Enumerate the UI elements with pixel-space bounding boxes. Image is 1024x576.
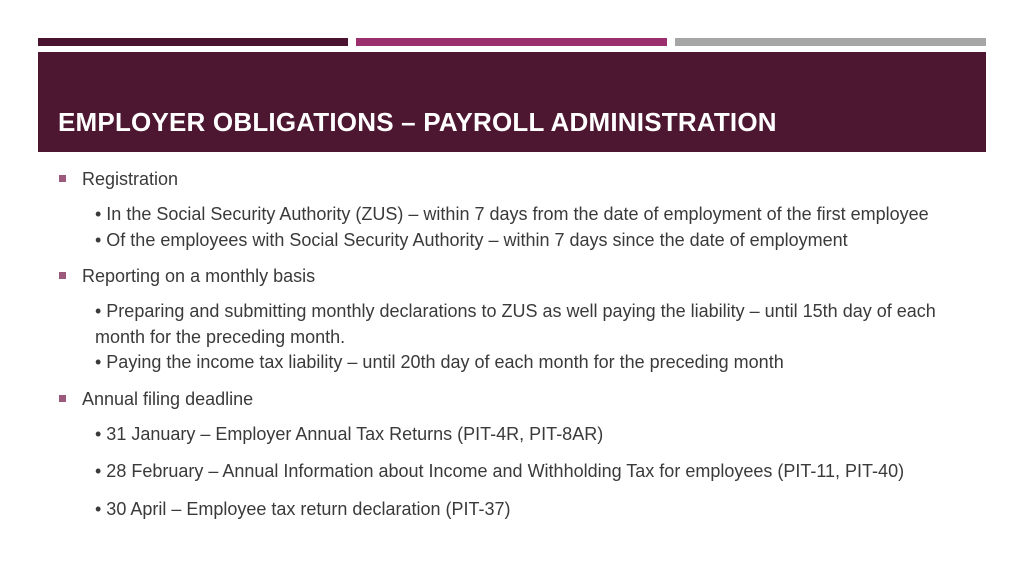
- sub-bullet-item: • Of the employees with Social Security Authority – within 7 days since the date of employment: [95, 229, 848, 250]
- sub-bullet-item: • Preparing and submitting monthly declarations to ZUS as well paying the liability – until 15th day of each month for the preceding month.: [95, 301, 936, 347]
- sub-bullet-group: [58, 192, 978, 263]
- bullet-heading-text: Registration: [82, 169, 179, 189]
- square-bullet-icon: [59, 175, 66, 182]
- accent-bar-magenta: [356, 38, 667, 46]
- slide-content: [58, 166, 978, 532]
- section-annual-filing: [58, 386, 978, 533]
- section-registration: [58, 166, 978, 263]
- bullet-heading: [58, 263, 978, 289]
- sub-bullet-group: [58, 289, 978, 386]
- bullet-heading: [58, 166, 978, 192]
- sub-bullet-item: • Paying the income tax liability – until 20th day of each month for the preceding month: [95, 352, 784, 372]
- bullet-heading-text: Reporting on a monthly basis: [82, 266, 316, 286]
- decorative-top-bars: [38, 38, 986, 46]
- title-band: [38, 52, 986, 152]
- accent-bar-gray: [675, 38, 986, 46]
- sub-bullet-item: • In the Social Security Authority (ZUS) – within 7 days from the date of employment of the first employee: [95, 204, 929, 224]
- sub-bullet-item: • 30 April – Employee tax return declaration (PIT-37): [95, 498, 511, 519]
- sub-bullet-group: [58, 412, 978, 533]
- accent-bar-dark: [38, 38, 348, 46]
- bullet-heading-text: Annual filing deadline: [82, 388, 254, 409]
- sub-bullet-item: • 28 February – Annual Information about Income and Withholding Tax for employees (PIT-11, PIT-40): [95, 461, 905, 481]
- bullet-heading: [58, 386, 978, 412]
- square-bullet-icon: [59, 395, 66, 402]
- sub-bullet-item: • 31 January – Employer Annual Tax Returns (PIT-4R, PIT-8AR): [95, 423, 604, 444]
- square-bullet-icon: [59, 272, 66, 279]
- section-monthly-reporting: [58, 263, 978, 386]
- slide-title: EMPLOYER OBLIGATIONS – PAYROLL ADMINISTRATION: [58, 107, 777, 137]
